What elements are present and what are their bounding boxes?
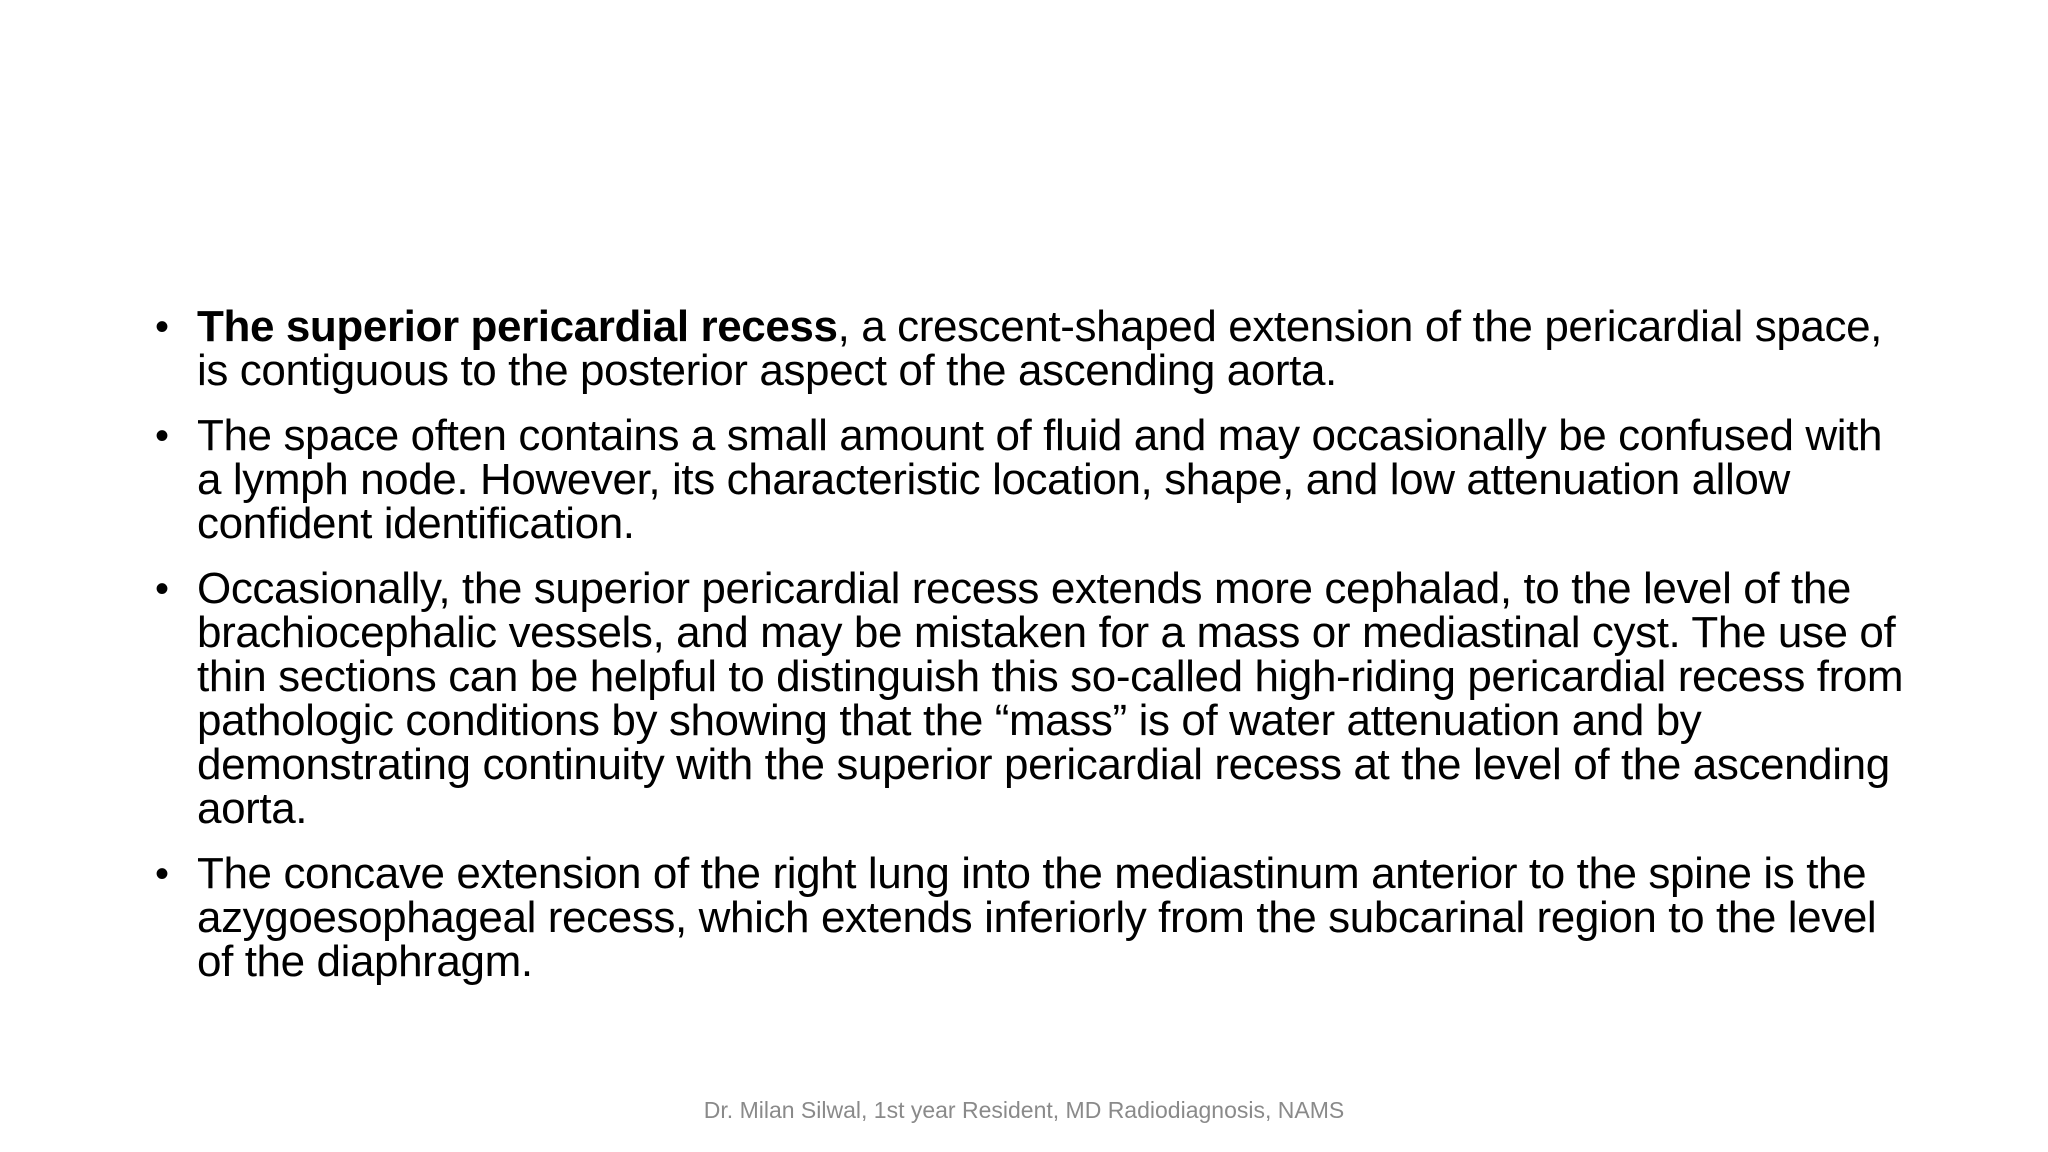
bullet-text: The space often contains a small amount of fluid and may occasionally be confused with a lymph node. However, its characteristic location, shape, and low attenuation allow confident identification. — [197, 411, 1883, 548]
bullet-marker: • — [155, 852, 169, 896]
bullet-text — [197, 302, 1882, 395]
bullet-body: , a crescent-shaped extension of the pericardial space, is contiguous to the posterior aspect of the ascending aorta. — [197, 302, 1882, 395]
bullet-bold-lead: The superior pericardial recess — [197, 302, 838, 351]
bullet-item — [150, 411, 1910, 548]
bullet-item — [150, 849, 1910, 986]
bullet-marker: • — [155, 414, 169, 458]
bullet-marker: • — [155, 567, 169, 611]
bullet-list — [150, 302, 1910, 1005]
slide-footer: Dr. Milan Silwal, 1st year Resident, MD Radiodiagnosis, NAMS — [703, 1097, 1345, 1123]
bullet-item — [150, 302, 1910, 395]
bullet-marker: • — [155, 305, 169, 349]
bullet-text: Occasionally, the superior pericardial recess extends more cephalad, to the level of the brachiocephalic vessels, and may be mistaken for a mass or mediastinal cyst. The use of thin sections can be helpful to distinguish this so-called high-riding pericardial recess from pathologic conditions by showing that the “mass” is of water attenuation and by demonstrating continuity with the superior pericardial recess at the level of the ascending aorta. — [197, 564, 1904, 833]
bullet-item — [150, 564, 1910, 833]
bullet-text: The concave extension of the right lung into the mediastinum anterior to the spine is the azygoesophageal recess, which extends inferiorly from the subcarinal region to the level of the diaphragm. — [197, 849, 1877, 986]
